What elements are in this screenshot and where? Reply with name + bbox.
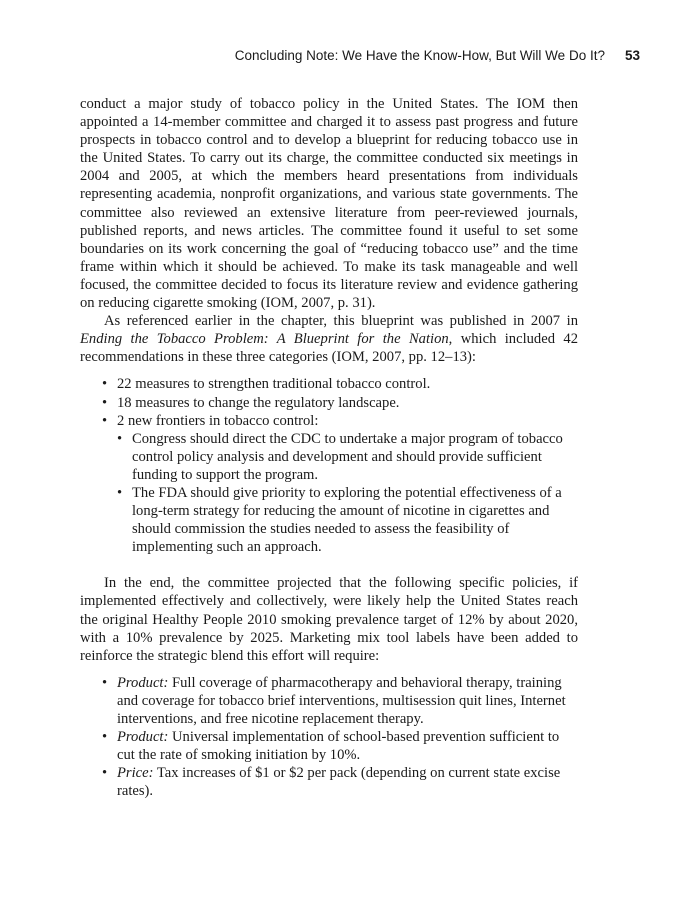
list-item-text: Full coverage of pharmacotherapy and behavioral therapy, training and coverage for tobacco brief interventions, multisession quit lines, Internet interventions, and free nicotine replacement therapy. — [117, 674, 566, 727]
list-item-text: Tax increases of $1 or $2 per pack (depending on current state excise rates). — [117, 765, 561, 800]
page-number: 53 — [624, 48, 640, 63]
list-item — [102, 728, 578, 764]
list-item-text: Universal implementation of school-based prevention sufficient to cut the rate of smoking initiation by 10%. — [117, 729, 560, 764]
paragraph-3: In the end, the committee projected that the following specific policies, if implemented effectively and collectively, were likely help the United States reach the original Healthy People 2010 smoking prevalence target of 12% by about 2020, with a 10% prevalence by 2025. Marketing mix tool labels have been added to reinforce the strategic blend this effort will require: — [80, 575, 578, 664]
running-header — [0, 48, 640, 63]
spacer — [80, 556, 578, 574]
body-text — [80, 95, 578, 800]
list-item: • 18 measures to change the regulatory landscape. — [102, 394, 578, 412]
list-item — [102, 412, 578, 557]
recommendation-categories-list — [102, 375, 578, 556]
policies-list — [102, 674, 578, 801]
marketing-label: Product: — [117, 729, 169, 746]
marketing-label: Product: — [117, 674, 169, 691]
list-item — [102, 764, 578, 800]
paragraph-1: conduct a major study of tobacco policy in the United States. The IOM then appointed a 14-member committee and charged it to assess past progress and future prospects in tobacco control and to develop a blueprint for reducing tobacco use in the United States. To carry out its charge, the committee conducted six meetings in 2004 and 2005, at which the members heard presentations from individuals representing academia, nonprofit organizations, and various state governments. The committee also reviewed an extensive literature from peer-reviewed journals, published reports, and news articles. The committee found it useful to set some boundaries on its work concerning the goal of “reducing tobacco use” and the time frame within which it should be achieved. To make its task manageable and well focused, the committee decided to focus its literature review and evidence gathering on reducing cigarette smoking (IOM, 2007, p. 31). — [80, 96, 578, 312]
marketing-label: Price: — [117, 765, 154, 782]
new-frontiers-sublist — [117, 430, 578, 557]
list-item-text: 2 new frontiers in tobacco control: — [117, 412, 319, 429]
paragraph-2-before: As referenced earlier in the chapter, this blueprint was published in 2007 in — [104, 313, 578, 330]
sublist-item: • The FDA should give priority to exploring the potential effectiveness of a long-term strategy for reducing the amount of nicotine in cigarettes and should commission the studies needed to assess the feasibility of implementing such an approach. — [117, 484, 578, 556]
paragraph-2-after: , which included 42 recommendations in these three categories (IOM, 2007, pp. 12–13): — [80, 331, 578, 366]
paragraph-2 — [80, 312, 578, 366]
running-title: Concluding Note: We Have the Know-How, But Will We Do It? — [234, 48, 605, 63]
list-item: • 22 measures to strengthen traditional tobacco control. — [102, 375, 578, 393]
book-title: Ending the Tobacco Problem: A Blueprint for the Nation — [80, 331, 449, 348]
sublist-item: • Congress should direct the CDC to undertake a major program of tobacco control policy analysis and development and should provide sufficient funding to support the program. — [117, 430, 578, 484]
list-item — [102, 674, 578, 728]
